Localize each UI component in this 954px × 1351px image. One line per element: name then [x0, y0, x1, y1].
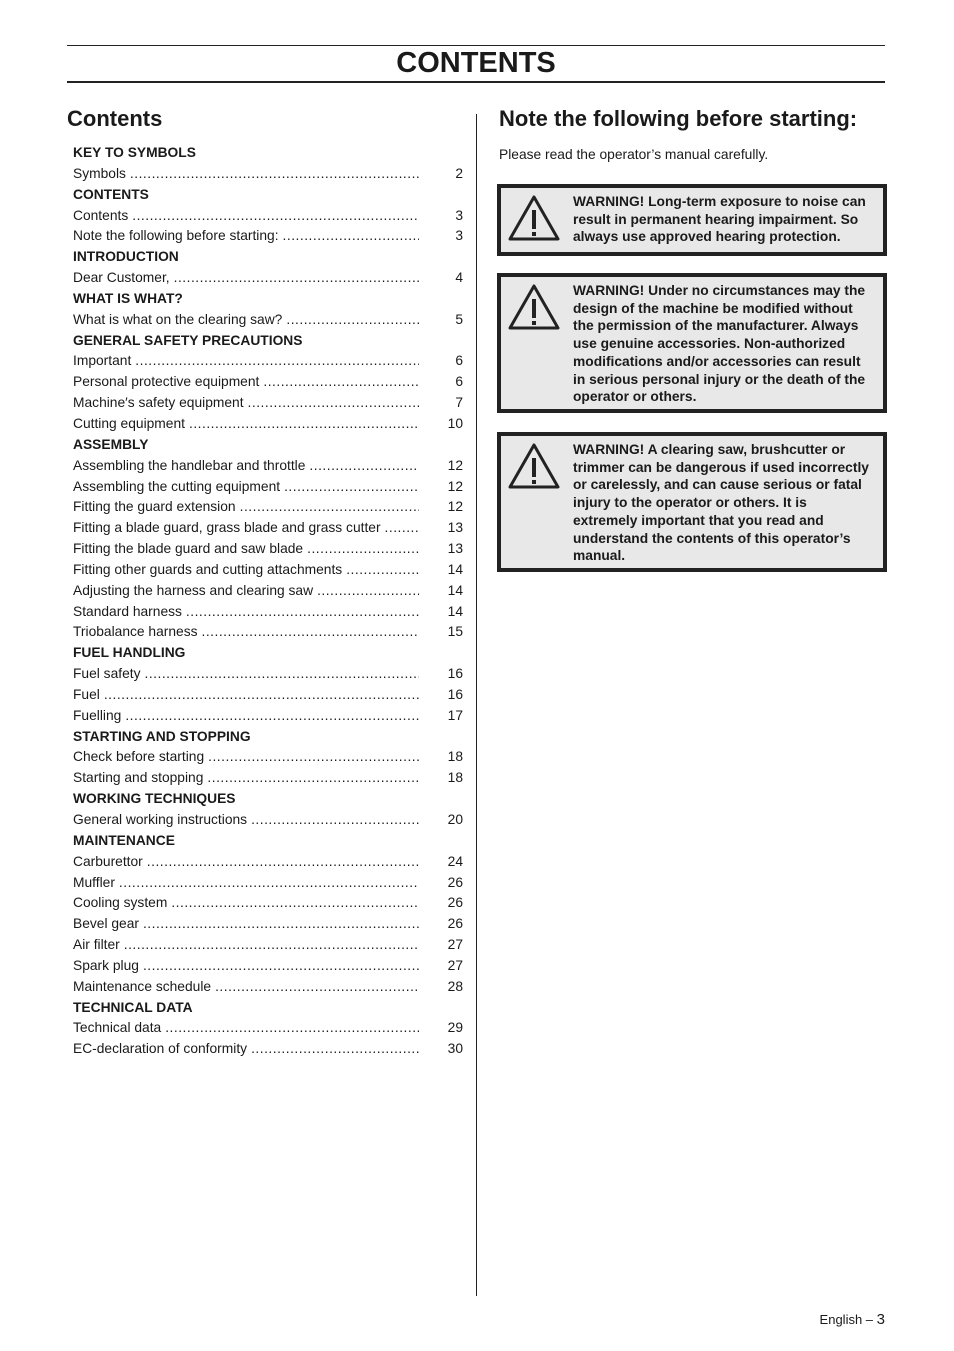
toc-dot-leader: [240, 497, 419, 518]
page-title: CONTENTS: [396, 47, 556, 79]
toc-entry-label: Triobalance harness: [73, 624, 198, 640]
toc-entry-text: [73, 539, 419, 560]
toc-entry: [73, 706, 463, 727]
toc-entry-label: Technical data: [73, 1020, 162, 1036]
toc-entry-text: [73, 372, 419, 393]
toc-section-heading: [73, 247, 463, 268]
toc-entry-label: Adjusting the harness and clearing saw: [73, 582, 314, 598]
toc-entry: [73, 581, 463, 602]
warning-box-noise: [497, 184, 887, 256]
toc-entry-label: Note the following before starting:: [73, 228, 279, 244]
toc-entry-text: [73, 581, 419, 602]
toc-entry: [73, 414, 463, 435]
toc-entry: [73, 539, 463, 560]
toc-page-number: 24: [447, 853, 463, 869]
toc-dot-leader: [189, 414, 419, 435]
toc-entry: [73, 310, 463, 331]
toc-section-label: KEY TO SYMBOLS: [73, 145, 196, 160]
toc-dot-leader: [202, 622, 420, 643]
toc-entry: [73, 956, 463, 977]
toc-entry-label: Air filter: [73, 937, 120, 953]
toc-entry: [73, 810, 463, 831]
toc-section-heading: [73, 435, 463, 456]
toc-dot-leader: [251, 1039, 419, 1060]
toc-entry: [73, 477, 463, 498]
toc-page-number: 15: [447, 624, 463, 640]
toc-entry-text: [73, 914, 419, 935]
toc-page-number: 12: [447, 499, 463, 515]
toc-entry-label: Symbols: [73, 165, 126, 181]
toc-section-label: CONTENTS: [73, 186, 149, 202]
toc-entry: [73, 747, 463, 768]
toc-entry-label: Fitting a blade guard, grass blade and grass cutter: [73, 520, 381, 536]
toc-page-number: 16: [447, 666, 463, 682]
toc-page-number: 29: [447, 1020, 463, 1036]
toc-entry: [73, 1039, 463, 1060]
warning-text-danger: WARNING! A clearing saw, brushcutter or trimmer can be dangerous if used incorrectly or carelessly, and can cause serious or fatal injury to the operator or others. It is extremely important that you read and understand the contents of this operator’s manual.: [573, 442, 869, 564]
toc-section-heading: [73, 789, 463, 810]
toc-entry-text: [73, 706, 419, 727]
toc-entry-label: Standard harness: [73, 603, 182, 619]
toc-section-heading: [73, 998, 463, 1019]
toc-page-number: 12: [447, 478, 463, 494]
warning-box-modification: [497, 273, 887, 413]
header-rule-bottom: [67, 81, 885, 83]
toc-entry-text: [73, 477, 419, 498]
toc-dot-leader: [208, 747, 419, 768]
toc-entry-text: [73, 268, 419, 289]
toc-entry-text: [73, 456, 419, 477]
toc-entry: [73, 268, 463, 289]
toc-entry-text: [73, 497, 419, 518]
toc-section-heading: [73, 185, 463, 206]
toc-section-label: MAINTENANCE: [73, 832, 175, 848]
toc-entry-label: EC-declaration of conformity: [73, 1041, 248, 1057]
toc-entry-text: [73, 1039, 419, 1060]
toc-entry-label: General working instructions: [73, 812, 248, 827]
toc-page-number: 26: [447, 895, 463, 911]
toc-entry: [73, 977, 463, 998]
toc-entry-label: Personal protective equipment: [73, 374, 260, 390]
toc-section-label: FUEL HANDLING: [73, 645, 186, 661]
toc-entry: [73, 768, 463, 789]
toc-dot-leader: [309, 456, 419, 477]
toc-dot-leader: [207, 768, 419, 789]
toc-entry-label: Fitting the guard extension: [73, 499, 236, 515]
toc-entry-label: Important: [73, 353, 132, 369]
toc-section-heading: [73, 831, 463, 852]
toc-dot-leader: [147, 852, 419, 873]
toc-entry-text: [73, 747, 419, 768]
toc-entry-text: [73, 206, 419, 227]
toc-entry-text: [73, 810, 419, 831]
toc-dot-leader: [284, 477, 419, 498]
toc-entry: [73, 372, 463, 393]
toc-entry-label: Assembling the cutting equipment: [73, 478, 281, 494]
toc-dot-leader: [346, 560, 419, 581]
toc-entry-label: Carburettor: [73, 853, 143, 869]
toc-entry: [73, 935, 463, 956]
warning-text-noise: WARNING! Long-term exposure to noise can result in permanent hearing impairment. So always use approved hearing protection.: [573, 194, 866, 245]
toc-section-label: STARTING AND STOPPING: [73, 728, 251, 744]
footer-language: English: [819, 1312, 863, 1327]
toc-dot-leader: [174, 268, 419, 289]
toc-page-number: 6: [455, 374, 463, 390]
toc-entry: [73, 351, 463, 372]
toc-entry: [73, 852, 463, 873]
toc-page-number: 14: [447, 582, 463, 598]
toc-page-number: 18: [447, 749, 463, 765]
toc-dot-leader: [286, 310, 419, 331]
toc-entry-text: [73, 393, 419, 414]
toc-entry-text: [73, 664, 419, 685]
toc-entry-label: Assembling the handlebar and throttle: [73, 457, 306, 473]
toc-entry: [73, 393, 463, 414]
toc-section-label: WORKING TECHNIQUES: [73, 791, 236, 807]
toc-page-number: 3: [455, 207, 463, 223]
toc-page-number: 27: [447, 937, 463, 953]
toc-page-number: 12: [447, 457, 463, 473]
toc-entry-label: Check before starting: [73, 749, 205, 765]
toc-dot-leader: [124, 935, 419, 956]
toc-page-number: 14: [447, 561, 463, 577]
toc-entry: [73, 456, 463, 477]
toc-page-number: 17: [447, 707, 463, 723]
toc-page-number: 13: [447, 541, 463, 557]
toc-entry: [73, 206, 463, 227]
toc-dot-leader: [248, 393, 419, 414]
table-of-contents: [73, 143, 463, 1060]
toc-section-heading: [73, 143, 463, 164]
toc-dot-leader: [119, 873, 419, 894]
toc-dot-leader: [165, 1018, 419, 1039]
warning-text-modification: WARNING! Under no circumstances may the design of the machine be modified without the permission of the manufacturer. Always use genuine accessories. Non-authorized modifications and/or accessories can result in serious personal injury or the death of the operator or others.: [573, 283, 866, 405]
toc-entry-label: Muffler: [73, 874, 115, 890]
toc-entry-label: Bevel gear: [73, 916, 139, 932]
toc-entry-text: [73, 602, 419, 623]
toc-dot-leader: [135, 351, 419, 372]
toc-section-label: GENERAL SAFETY PRECAUTIONS: [73, 332, 303, 348]
toc-section-heading: [73, 289, 463, 310]
toc-section-label: WHAT IS WHAT?: [73, 290, 183, 306]
toc-page-number: 26: [447, 916, 463, 932]
toc-dot-leader: [283, 226, 419, 247]
toc-entry-text: [73, 977, 419, 998]
toc-entry-label: Spark plug: [73, 957, 139, 973]
toc-page-number: 13: [447, 520, 463, 536]
toc-section-label: INTRODUCTION: [73, 249, 179, 265]
toc-page-number: 4: [455, 270, 463, 286]
toc-entry-label: Fuel safety: [73, 666, 141, 682]
toc-entry: [73, 226, 463, 247]
toc-entry-label: Starting and stopping: [73, 770, 204, 786]
toc-entry: [73, 1018, 463, 1039]
toc-entry-text: [73, 518, 419, 539]
toc-dot-leader: [317, 581, 419, 602]
toc-entry-text: [73, 622, 419, 643]
toc-entry-label: Fuelling: [73, 707, 122, 723]
toc-page-number: 14: [447, 603, 463, 619]
column-divider: [476, 114, 477, 1296]
toc-entry-text: [73, 768, 419, 789]
toc-dot-leader: [215, 977, 419, 998]
toc-entry-text: [73, 873, 419, 894]
toc-entry-text: [73, 351, 419, 372]
toc-dot-leader: [251, 810, 419, 831]
toc-entry-text: [73, 685, 419, 706]
toc-page-number: 28: [447, 978, 463, 994]
toc-page-number: 27: [447, 957, 463, 973]
toc-entry: [73, 664, 463, 685]
toc-entry-label: Fitting other guards and cutting attachments: [73, 561, 343, 577]
page-footer: [820, 1311, 885, 1328]
toc-section-label: TECHNICAL DATA: [73, 999, 193, 1015]
toc-dot-leader: [144, 664, 419, 685]
toc-entry-label: Maintenance schedule: [73, 978, 212, 994]
warning-triangle-icon: [507, 194, 561, 242]
toc-page-number: 20: [447, 812, 463, 827]
toc-dot-leader: [125, 706, 419, 727]
toc-entry-text: [73, 1018, 419, 1039]
toc-entry-label: Machine′s safety equipment: [73, 395, 244, 411]
toc-dot-leader: [186, 602, 419, 623]
toc-heading: Contents: [67, 106, 163, 131]
toc-entry-text: [73, 226, 419, 247]
footer-page-number: 3: [876, 1311, 885, 1328]
toc-page-number: 5: [455, 311, 463, 327]
footer-separator: –: [862, 1312, 877, 1327]
toc-entry-text: [73, 956, 419, 977]
toc-entry: [73, 622, 463, 643]
toc-entry: [73, 164, 463, 185]
warning-triangle-icon: [507, 283, 561, 331]
toc-section-heading: [73, 643, 463, 664]
toc-entry: [73, 560, 463, 581]
toc-page-number: 10: [447, 415, 463, 431]
toc-entry-label: Cutting equipment: [73, 415, 185, 431]
toc-page-number: 30: [447, 1041, 463, 1057]
toc-dot-leader: [385, 518, 419, 539]
toc-entry: [73, 893, 463, 914]
toc-page-number: 6: [455, 353, 463, 369]
toc-entry: [73, 518, 463, 539]
toc-dot-leader: [307, 539, 419, 560]
toc-section-heading: [73, 331, 463, 352]
toc-page-number: 18: [447, 770, 463, 786]
toc-dot-leader: [104, 685, 419, 706]
toc-dot-leader: [130, 164, 419, 185]
toc-page-number: 7: [455, 395, 463, 411]
toc-entry-text: [73, 310, 419, 331]
toc-entry-label: Cooling system: [73, 895, 168, 911]
toc-entry: [73, 602, 463, 623]
warning-triangle-icon: [507, 442, 561, 490]
toc-entry-label: Fitting the blade guard and saw blade: [73, 541, 304, 557]
note-heading: Note the following before starting:: [499, 106, 858, 131]
toc-entry: [73, 685, 463, 706]
toc-section-heading: [73, 727, 463, 748]
toc-page-number: 26: [447, 874, 463, 890]
toc-entry-label: Dear Customer,: [73, 270, 170, 286]
note-intro: Please read the operator’s manual carefully.: [499, 147, 769, 162]
toc-dot-leader: [171, 893, 419, 914]
toc-entry-text: [73, 414, 419, 435]
toc-dot-leader: [143, 956, 419, 977]
toc-entry: [73, 497, 463, 518]
toc-entry-text: [73, 893, 419, 914]
toc-entry: [73, 914, 463, 935]
toc-page-number: 16: [447, 686, 463, 702]
toc-dot-leader: [143, 914, 419, 935]
toc-entry-label: What is what on the clearing saw?: [73, 311, 283, 327]
toc-dot-leader: [263, 372, 419, 393]
toc-page-number: 3: [455, 228, 463, 244]
toc-dot-leader: [132, 206, 419, 227]
toc-entry: [73, 873, 463, 894]
toc-entry-text: [73, 852, 419, 873]
toc-entry-text: [73, 164, 419, 185]
toc-entry-text: [73, 935, 419, 956]
warning-box-danger: [497, 432, 887, 572]
toc-page-number: 2: [455, 165, 463, 181]
toc-section-label: ASSEMBLY: [73, 436, 149, 452]
toc-entry-text: [73, 560, 419, 581]
toc-entry-label: Contents: [73, 207, 129, 223]
toc-entry-label: Fuel: [73, 686, 100, 702]
